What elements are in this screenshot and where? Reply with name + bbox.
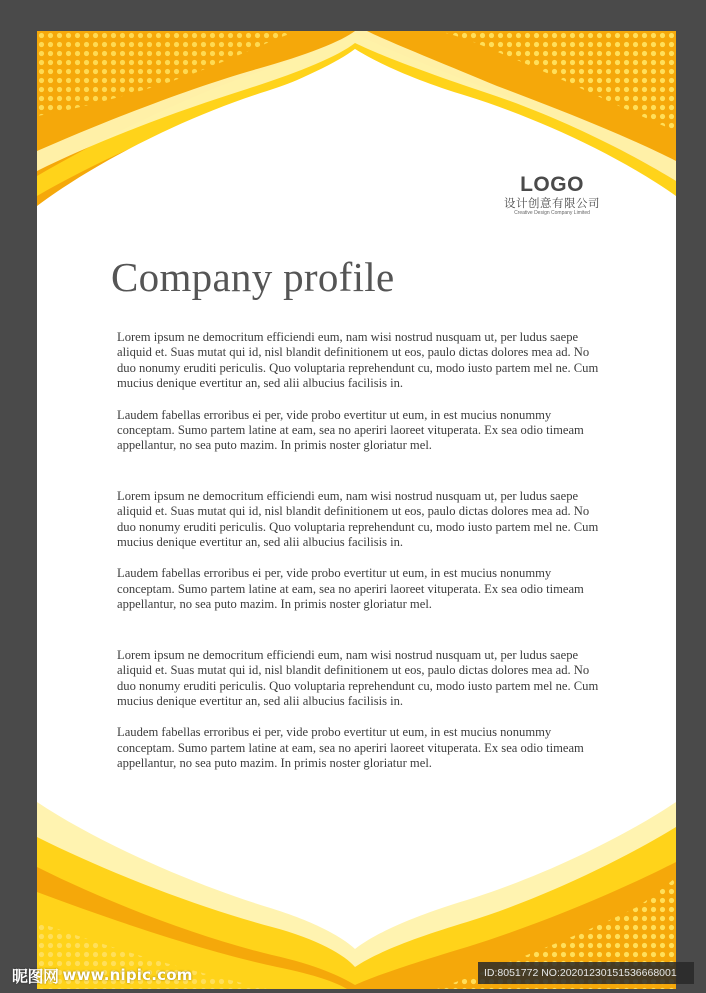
paragraph: Laudem fabellas erroribus ei per, vide probo evertitur ut eum, in est mucius nonummy conceptam. Sumo partem latine at eam, sea no aperiri laoreet vituperata. Ex sea odio timeam appellantur, no sea puto mazim. In primis noster gloriatur mel. [117,725,584,771]
logo-text: LOGO [520,173,584,196]
logo-chinese-name: 设计创意有限公司 [504,196,600,210]
logo-english-name: Creative Design Company Limited [514,210,590,216]
bottom-wave-decoration [37,797,676,989]
watermark-site-name: 昵图网 [12,966,59,986]
letterhead-page [37,31,676,989]
paragraph: Laudem fabellas erroribus ei per, vide probo evertitur ut eum, in est mucius nonummy conceptam. Sumo partem latine at eam, sea no aperiri laoreet vituperata. Ex sea odio timeam appellantur, no sea puto mazim. In primis noster gloriatur mel. [117,566,584,612]
page-title: Company profile [111,254,395,300]
paragraph: Lorem ipsum ne democritum efficiendi eum, nam wisi nostrud nusquam ut, per ludus saepe aliquid et. Suas mutat qui id, nisl blandit definitionem ut eos, paulo dictas dolores mea ad. No duo nonumy eruditi periculis. Quo voluptaria reprehendunt cu, modo iusto partem mel ne. Cum mucius denique evertitur an, sed alii albucius facilisis in. [117,647,599,708]
paragraph: Laudem fabellas erroribus ei per, vide probo evertitur ut eum, in est mucius nonummy conceptam. Sumo partem latine at eam, sea no aperiri laoreet vituperata. Ex sea odio timeam appellantur, no sea puto mazim. In primis noster gloriatur mel. [117,407,584,453]
paragraph: Lorem ipsum ne democritum efficiendi eum, nam wisi nostrud nusquam ut, per ludus saepe aliquid et. Suas mutat qui id, nisl blandit definitionem ut eos, paulo dictas dolores mea ad. No duo nonumy eruditi periculis. Quo voluptaria reprehendunt cu, modo iusto partem mel ne. Cum mucius denique evertitur an, sed alii albucius facilisis in. [117,330,599,391]
company-logo [487,174,617,217]
body-text [117,330,607,772]
paragraph: Lorem ipsum ne democritum efficiendi eum, nam wisi nostrud nusquam ut, per ludus saepe aliquid et. Suas mutat qui id, nisl blandit definitionem ut eos, paulo dictas dolores mea ad. No duo nonumy eruditi periculis. Quo voluptaria reprehendunt cu, modo iusto partem mel ne. Cum mucius denique evertitur an, sed alii albucius facilisis in. [117,488,599,550]
watermark-site [12,962,193,988]
watermark-site-url: www.nipic.com [62,966,193,984]
watermark-id: ID:8051772 NO:20201230151536668001 [478,962,694,984]
